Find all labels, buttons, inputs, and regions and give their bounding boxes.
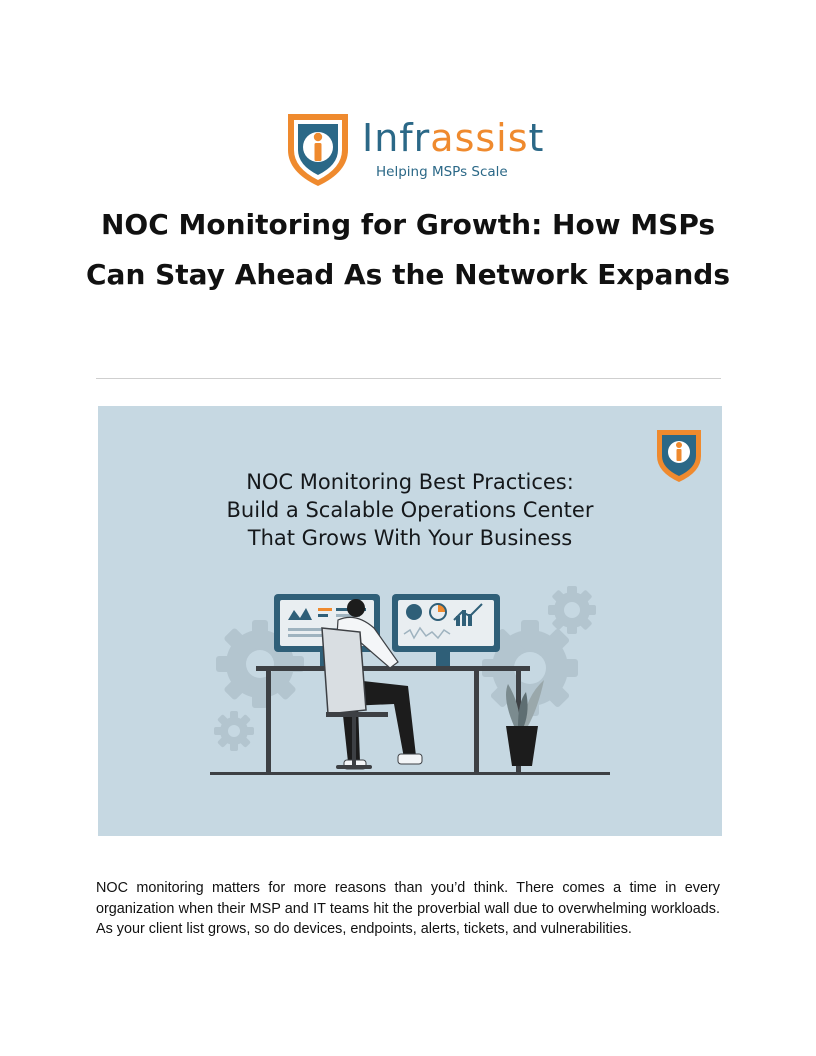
- hero-heading: NOC Monitoring Best Practices: Build a Scalable Operations Center That Grows With Your Business: [226, 470, 594, 550]
- monitor-right: [392, 594, 500, 666]
- gear-icon: [548, 586, 596, 634]
- gear-icon: [214, 711, 254, 751]
- divider: [96, 378, 721, 379]
- shield-i-icon: [284, 110, 352, 188]
- brand-name: Infrassist: [362, 116, 545, 160]
- intro-paragraph: NOC monitoring matters for more reasons than you’d think. There comes a time in every organization when their MSP and IT teams hit the proverbial wall due to overwhelming workloads. As your client list grows, so do devices, endpoints, alerts, tickets, and vulnerabilities.: [96, 880, 720, 937]
- page-title: NOC Monitoring for Growth: How MSPs Can Stay Ahead As the Network Expands: [86, 208, 730, 291]
- brand-tagline: Helping MSPs Scale: [376, 164, 508, 180]
- brand-logo: [284, 110, 544, 190]
- hero-banner: [98, 406, 722, 836]
